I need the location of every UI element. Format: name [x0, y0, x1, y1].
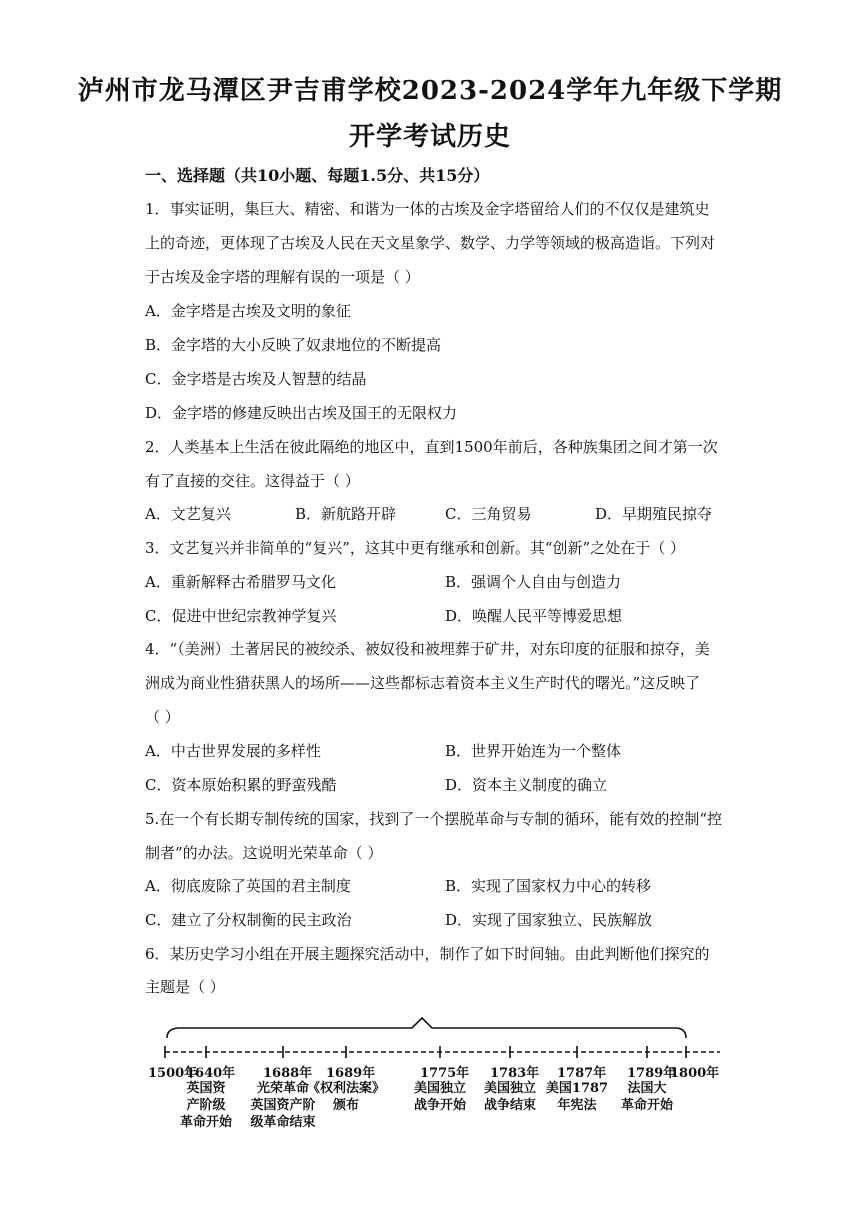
timeline-event-label-line: 美国独立	[413, 1081, 466, 1096]
timeline-event-year: 1689年	[326, 1066, 376, 1081]
timeline-event-label-line: 产阶级	[186, 1098, 226, 1113]
q3-option-c: C．促进中世纪宗教神学复兴	[145, 607, 337, 625]
q4-line-2: 洲成为商业性猎获黑人的场所——这些都标志着资本主义生产时代的曙光。”这反映了	[145, 674, 701, 692]
q2-option-d: D．早期殖民掠夺	[595, 505, 713, 523]
q4-option-a: A．中古世界发展的多样性	[145, 742, 321, 760]
q5-option-a: A．彻底废除了英国的君主制度	[145, 877, 351, 895]
timeline-axis	[140, 1010, 730, 1070]
q6-line-2: 主题是（ ）	[145, 978, 225, 996]
q1-line-3: 于古埃及金字塔的理解有误的一项是（ ）	[145, 268, 420, 286]
q2-option-c: C．三角贸易	[445, 505, 532, 523]
title-line-2: 开学考试历史	[348, 122, 511, 152]
q5-option-c: C．建立了分权制衡的民主政治	[145, 911, 352, 929]
timeline-event-label-line: 级革命结束	[250, 1115, 316, 1130]
q5-option-b: B．实现了国家权力中心的转移	[445, 877, 652, 895]
timeline-event-label-line: 战争开始	[413, 1098, 466, 1113]
timeline-event-label-line: 革命开始	[179, 1115, 232, 1130]
timeline-event-label	[301, 1080, 391, 1114]
timeline-event-label-line: 战争结束	[483, 1098, 536, 1113]
q1-option-d: D．金字塔的修建反映出古埃及国王的无限权力	[145, 404, 458, 422]
timeline-event-label-line: 光荣革命	[256, 1081, 309, 1096]
timeline-event-label-line: 美国1787	[545, 1081, 609, 1096]
q5-line-2: 制者”的办法。这说明光荣革命（ ）	[145, 844, 383, 862]
q2-line-2: 有了直接的交往。这得益于（ ）	[145, 472, 360, 490]
timeline-event-label-line: 颁布	[332, 1098, 359, 1113]
q1-option-b: B．金字塔的大小反映了奴隶地位的不断提高	[145, 336, 442, 354]
title-line-1: 泸州市龙马潭区尹吉甫学校2023-2024学年九年级下学期	[77, 76, 783, 106]
timeline-event-label-line: 法国大	[627, 1081, 667, 1096]
timeline-event-year: 1688年	[263, 1066, 313, 1081]
q1-line-2: 上的奇迹，更体现了古埃及人民在天文星象学、数学、力学等领域的极高造诣。下列对	[145, 234, 716, 252]
timeline-brace	[167, 1018, 686, 1038]
q2-option-a: A．文艺复兴	[145, 505, 231, 523]
timeline-event-year: 1783年	[490, 1066, 540, 1081]
timeline-event-year: 1789年	[627, 1066, 677, 1081]
timeline-event-label-line: 英国资	[186, 1081, 226, 1096]
timeline-event-label-line: 年宪法	[557, 1098, 597, 1113]
q3-option-d: D．唤醒人民平等博爱思想	[445, 607, 623, 625]
q4-option-c: C．资本原始积累的野蛮残酷	[145, 776, 337, 794]
q1-option-c: C．金字塔是古埃及人智慧的结晶	[145, 370, 367, 388]
timeline-event-label-line: 革命开始	[620, 1098, 673, 1113]
timeline-start-year: 1500年	[148, 1066, 198, 1081]
timeline-event-year: 1787年	[557, 1066, 607, 1081]
q4-line-3: （ ）	[145, 708, 180, 726]
q5-option-d: D．实现了国家独立、民族解放	[445, 911, 653, 929]
q2-option-b: B．新航路开辟	[295, 505, 397, 523]
q4-option-b: B．世界开始连为一个整体	[445, 742, 622, 760]
timeline-event-year: 1640年	[186, 1066, 236, 1081]
timeline-event-year: 1775年	[420, 1066, 470, 1081]
section-heading: 一、选择题（共10小题、每题1.5分、共15分）	[145, 166, 490, 185]
timeline-event-label-line: 《权利法案》	[306, 1081, 385, 1096]
q3-option-a: A．重新解释古希腊罗马文化	[145, 573, 336, 591]
q5-line-1: 5.在一个有长期专制传统的国家，找到了一个摆脱革命与专制的循环，能有效的控制“控	[145, 810, 722, 828]
q4-option-d: D．资本主义制度的确立	[445, 776, 608, 794]
timeline-event-label	[602, 1080, 692, 1114]
timeline-figure	[140, 1010, 730, 1140]
q1-option-a: A．金字塔是古埃及文明的象征	[145, 302, 351, 320]
timeline-end-year: 1800年	[670, 1066, 720, 1081]
q3-line-1: 3．文艺复兴并非简单的“复兴”，这其中更有继承和创新。其“创新”之处在于（ ）	[145, 539, 685, 557]
q4-line-1: 4．“（美洲）土著居民的被绞杀、被奴役和被埋葬于矿井，对东印度的征服和掠夺，美	[145, 640, 710, 658]
q2-line-1: 2．人类基本上生活在彼此隔绝的地区中，直到1500年前后，各种族集团之间才第一次	[145, 438, 718, 456]
q3-option-b: B．强调个人自由与创造力	[445, 573, 622, 591]
q1-line-1: 1．事实证明，集巨大、精密、和谐为一体的古埃及金字塔留给人们的不仅仅是建筑史	[145, 200, 710, 218]
q6-line-1: 6．某历史学习小组在开展主题探究活动中，制作了如下时间轴。由此判断他们探究的	[145, 945, 710, 963]
timeline-event-label-line: 美国独立	[483, 1081, 536, 1096]
timeline-event-label-line: 英国资产阶	[250, 1098, 316, 1113]
